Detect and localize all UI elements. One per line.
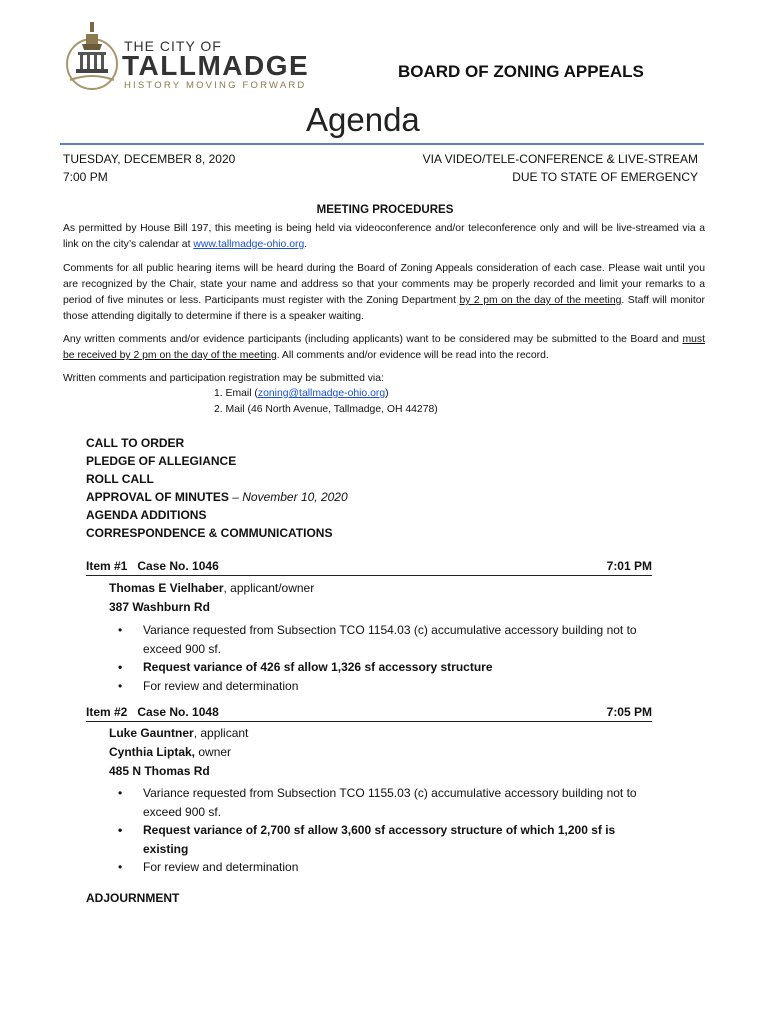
list-item: • For review and determination (118, 677, 648, 696)
meeting-datetime (63, 150, 235, 186)
meeting-time: 7:00 PM (63, 170, 108, 184)
roll-call: ROLL CALL (86, 472, 154, 486)
p3-deadline: must be received by 2 pm on the day of the meeting (63, 334, 705, 361)
item-1-bullets (118, 621, 648, 695)
item-2-applicant-name: Luke Gauntner (109, 726, 194, 740)
item-1-time: 7:01 PM (606, 559, 652, 573)
item-2-owner-role: owner (195, 745, 232, 759)
procedures-heading: MEETING PROCEDURES (316, 204, 454, 216)
approval-date: November 10, 2020 (242, 490, 348, 504)
approval-of-minutes (86, 488, 348, 506)
p1-end: . (304, 239, 308, 250)
procedures-paragraph-2 (63, 261, 705, 325)
venue-line-2: DUE TO STATE OF EMERGENCY (512, 170, 698, 184)
item-2-address (109, 762, 248, 781)
item-1-applicant (109, 579, 314, 617)
list-item: • Request variance of 2,700 sf allow 3,600 sf accessory structure of which 1,200 sf is existing (118, 821, 648, 858)
p2-end: . Staff will monitor those attending digitally to determine if there is a speaker waiting. (63, 295, 705, 322)
meeting-venue (423, 150, 698, 186)
pledge: PLEDGE OF ALLEGIANCE (86, 454, 237, 468)
item-1-address (109, 598, 314, 617)
list-item: • Variance requested from Subsection TCO 1155.03 (c) accumulative accessory building not to exceed 900 sf. (118, 784, 648, 821)
item-2-applicant-role: , applicant (193, 726, 249, 740)
logo-city-name: TALLMADGE (122, 50, 310, 81)
city-website-link[interactable]: www.tallmadge-ohio.org (193, 239, 305, 250)
list-item: • Variance requested from Subsection TCO 1154.03 (c) accumulative accessory building not to exceed 900 sf. (118, 621, 648, 658)
approval-label: APPROVAL OF MINUTES (86, 490, 229, 504)
list-item: • Request variance of 426 sf allow 1,326 sf accessory structure (118, 658, 648, 677)
mail-method: 2. Mail (46 North Avenue, Tallmadge, OH 44278) (214, 404, 438, 415)
zoning-email-link[interactable]: zoning@tallmadge-ohio.org (257, 388, 386, 399)
item-2-applicant (109, 724, 248, 781)
building-icon (64, 20, 120, 98)
call-to-order: CALL TO ORDER (86, 436, 185, 450)
logo-the-city-of: THE CITY OF (124, 38, 222, 54)
item-2-time: 7:05 PM (606, 705, 652, 719)
logo-tagline: HISTORY MOVING FORWARD (124, 80, 307, 91)
email-pre: 1. Email ( (214, 388, 258, 399)
correspondence: CORRESPONDENCE & COMMUNICATIONS (86, 526, 333, 540)
procedures-paragraph-1 (63, 221, 705, 253)
item-1-label: Item #1 Case No. 1046 (86, 559, 219, 573)
approval-sep: – (228, 490, 243, 504)
procedures-paragraph-4: Written comments and participation registration may be submitted via: (63, 373, 384, 384)
item-2-header (86, 704, 652, 722)
email-method (214, 386, 438, 402)
board-title: BOARD OF ZONING APPEALS (398, 62, 644, 81)
item-2-applicant-line (109, 724, 248, 743)
item-1-applicant-name: Thomas E Vielhaber (109, 581, 224, 595)
meeting-date: TUESDAY, DECEMBER 8, 2020 (63, 152, 236, 166)
order-of-business (86, 434, 348, 542)
email-post: ) (385, 388, 389, 399)
p1-text: As permitted by House Bill 197, this meeting is being held via videoconference and/or teleconference only and will be live-streamed via a link on the city’s calendar at (63, 223, 705, 250)
p3-text: Any written comments and/or evidence participants (including applicants) want to be considered may be submitted to the Board and (63, 334, 683, 345)
p3-end: . All comments and/or evidence will be read into the record. (276, 350, 549, 361)
title-divider (60, 143, 704, 145)
item-1-applicant-line (109, 579, 314, 598)
procedures-paragraph-3 (63, 332, 705, 364)
item-2-bullets (118, 784, 648, 877)
page-title: Agenda (306, 101, 420, 138)
p2-text: Comments for all public hearing items will be heard during the Board of Zoning Appeals consideration of each case. Please wait until you are recognized by the Chair, state your name and address so that your comments may be properly recorded and limit your remarks to a period of five minutes or less. Participants must register with the Zoning Department (63, 263, 705, 306)
agenda-additions: AGENDA ADDITIONS (86, 508, 207, 522)
item-2-label: Item #2 Case No. 1048 (86, 705, 219, 719)
venue-line-1: VIA VIDEO/TELE-CONFERENCE & LIVE-STREAM (422, 152, 698, 166)
p2-deadline: by 2 pm on the day of the meeting (459, 295, 622, 306)
item-1-applicant-role: , applicant/owner (223, 581, 315, 595)
item-2-owner-line (109, 743, 248, 762)
item-1-address-text: 387 Washburn Rd (109, 600, 210, 614)
item-2-owner-name: Cynthia Liptak, (109, 745, 196, 759)
list-item: • For review and determination (118, 858, 648, 877)
item-1-header (86, 558, 652, 576)
item-2-address-text: 485 N Thomas Rd (109, 764, 210, 778)
adjournment: ADJOURNMENT (86, 891, 180, 905)
submission-methods (214, 386, 438, 418)
